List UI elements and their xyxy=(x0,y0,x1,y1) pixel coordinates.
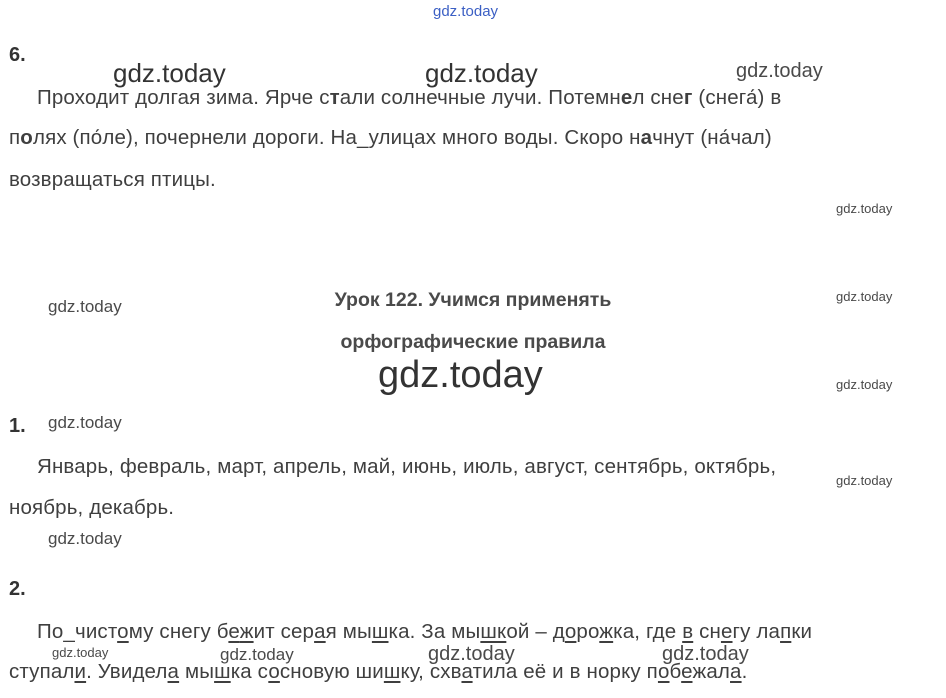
text-line: По_чистому снегу бежит серая мышка. За мышкой – дорожка, где в снегу лапки xyxy=(37,620,813,643)
watermark: gdz.today xyxy=(48,413,122,432)
underlined-letter: о xyxy=(657,660,670,683)
underlined-letter: ш xyxy=(214,660,231,683)
exercise-number: 2. xyxy=(9,578,26,600)
underlined-letter: а xyxy=(314,620,326,643)
text-line: Проходит долгая зима. Ярче стали солнечные лучи. Потемнел снег (снега́) в xyxy=(37,86,782,109)
lesson-subtitle: орфографические правила xyxy=(340,331,606,353)
underlined-letter: ж xyxy=(239,620,254,643)
exercise-number: 6. xyxy=(9,44,26,66)
watermark-top: gdz.today xyxy=(433,3,499,20)
underlined-letter: а xyxy=(167,660,180,683)
underlined-letter: е xyxy=(681,660,693,683)
underlined-letter: а xyxy=(730,660,742,683)
underlined-letter: п xyxy=(780,620,792,643)
text-line: ноябрь, декабрь. xyxy=(9,496,175,519)
underlined-letter: е xyxy=(720,620,733,643)
watermark: gdz.today xyxy=(52,645,109,660)
watermark: gdz.today xyxy=(220,645,294,664)
highlighted-letter: о xyxy=(20,126,33,149)
lesson-title: Урок 122. Учимся применять xyxy=(334,289,612,311)
watermark: gdz.today xyxy=(425,58,538,88)
underlined-letter: ш xyxy=(371,620,389,643)
watermark: gdz.today xyxy=(428,643,515,665)
underlined-letter: шк xyxy=(480,620,507,643)
watermark: gdz.today xyxy=(736,60,823,82)
watermark: gdz.today xyxy=(836,289,893,304)
watermark: gdz.today xyxy=(836,201,893,216)
watermark: gdz.today xyxy=(48,529,122,548)
watermark: gdz.today xyxy=(662,643,749,665)
watermark-large: gdz.today xyxy=(378,354,543,396)
exercise-number: 1. xyxy=(9,415,26,437)
underlined-letter: и xyxy=(74,660,87,683)
underlined-letter: о xyxy=(564,620,577,643)
highlighted-letter: е xyxy=(620,86,633,109)
highlighted-letter: г xyxy=(683,86,693,109)
watermark: gdz.today xyxy=(836,473,893,488)
underlined-letter: в xyxy=(682,620,694,643)
text-line: полях (по́ле), почернели дороги. На_улицах много воды. Скоро начнут (на́чал) xyxy=(9,126,772,149)
underlined-letter: е xyxy=(228,620,240,643)
underlined-letter: а xyxy=(461,660,473,683)
underlined-letter: ж xyxy=(599,620,614,643)
highlighted-letter: а xyxy=(640,126,653,149)
text-line: ступали. Увидела мышка сосновую шишку, схватила её и в норку побежала. xyxy=(9,660,748,683)
underlined-letter: о xyxy=(268,660,280,683)
text-line: возвращаться птицы. xyxy=(9,168,216,191)
text-line: Январь, февраль, март, апрель, май, июнь, июль, август, сентябрь, октябрь, xyxy=(37,455,777,478)
highlighted-letter: т xyxy=(329,86,340,109)
watermark: gdz.today xyxy=(48,297,122,316)
underlined-letter: ш xyxy=(383,660,401,683)
underlined-letter: о xyxy=(117,620,129,643)
watermark: gdz.today xyxy=(836,377,893,392)
watermark: gdz.today xyxy=(113,58,226,88)
